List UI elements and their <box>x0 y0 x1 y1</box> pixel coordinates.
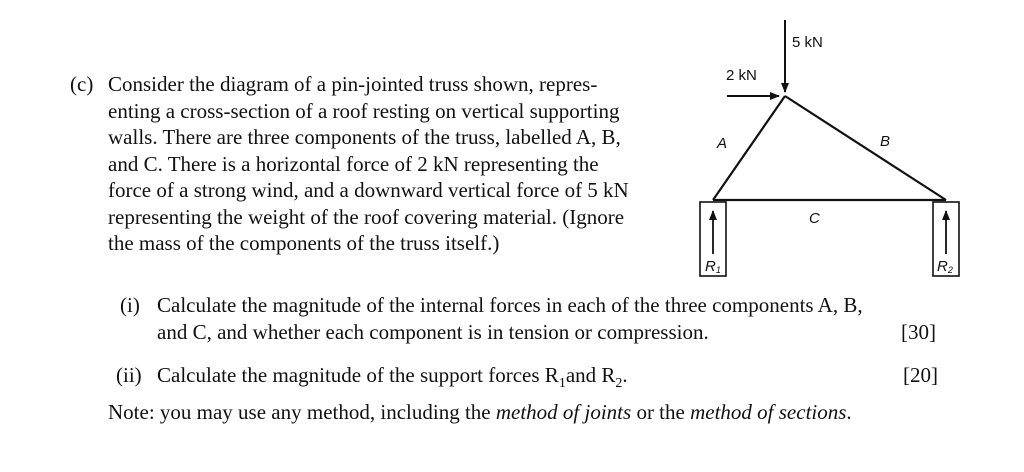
question-line: walls. There are three components of the truss, labelled A, B, <box>108 125 621 149</box>
member-a-label: A <box>717 135 728 152</box>
member-b-label: B <box>880 133 891 150</box>
member-c-label: C <box>809 210 820 227</box>
part-i-line1: Calculate the magnitude of the internal forces in each of the three components A, B, <box>157 293 863 317</box>
part-i-line2: and C, and whether each component is in tension or compression. <box>157 320 709 344</box>
question-label: (c) <box>70 72 94 96</box>
vertical-load-label: 5 kN <box>792 34 823 51</box>
support-r2-label: R2 <box>937 258 953 275</box>
question-line: and C. There is a horizontal force of 2 kN representing the <box>108 151 599 176</box>
part-i-marks: [30] <box>901 320 936 344</box>
question-line: Consider the diagram of a pin-jointed truss shown, repres- <box>108 72 598 96</box>
question-line: enting a cross-section of a roof resting on vertical supporting <box>108 98 620 123</box>
horizontal-load-label: 2 kN <box>726 67 757 84</box>
question-line: force of a strong wind, and a downward vertical force of 5 kN <box>108 178 629 202</box>
support-r1-label: R1 <box>705 258 721 275</box>
note-text: Note: you may use any method, including the method of joints or the method of sections. <box>108 400 852 424</box>
part-ii-text: Calculate the magnitude of the support forces $R_1and$ $R_2$. <box>157 363 628 392</box>
part-i-label: (i) <box>120 293 140 317</box>
part-ii-marks: [20] <box>903 363 938 387</box>
part-ii-label: (ii) <box>116 363 142 387</box>
question-line: the mass of the components of the truss itself.) <box>108 231 500 255</box>
question-line: representing the weight of the roof covering material. (Ignore <box>108 204 625 229</box>
